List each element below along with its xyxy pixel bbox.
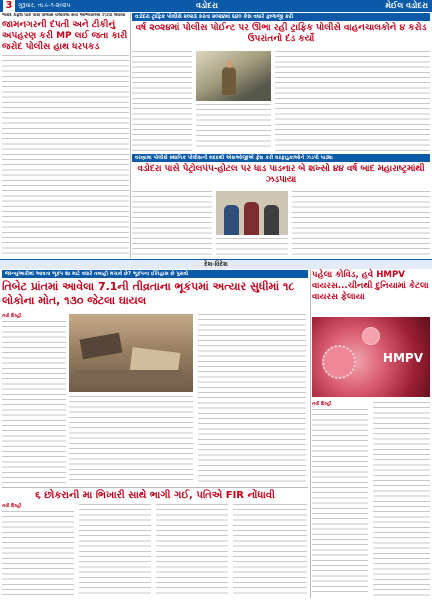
column-divider	[130, 13, 131, 258]
right-column-divider	[310, 270, 311, 598]
traffic-police-photo	[196, 51, 271, 101]
section-label: દેશ-વિદેશ	[204, 261, 228, 268]
section-title: વડોદરા	[196, 1, 218, 10]
top-story-banner: વડોદરા ટ્રાફિક પોલીસે ૨૦૨૩ કરતા ૨૦૨૪માં ૬૪૦ કેસ વધારે ફાળાજી કરી	[132, 13, 430, 21]
issue-date: ગુરૂવાર, તા.૯-૧-૨૦૨૫	[18, 2, 71, 9]
top-story	[132, 13, 430, 153]
middle-story-banner: વરણામા પોલીસે સ્થાનિક પોલીસની મદદથી એસઓજીએ ફેસ કરી ઘરફાડુકાઓને ઝડપી પાડ્યા	[132, 154, 430, 162]
hmpv-byline: નવી દિલ્હી	[312, 402, 332, 407]
quake-story-kicker: જાન્યુઆરીમાં આવતા ભૂકંપ શા માટે વધારે તબાહી મચાવે છે? ભૂકંપના ઈતિહાસ છે પુરાવો	[2, 270, 308, 278]
fir-story-body-3	[156, 504, 228, 597]
fir-story-body-2	[79, 504, 151, 597]
top-story-body-right	[275, 51, 430, 151]
top-story-body-mid	[196, 104, 271, 151]
quake-story-body-right	[198, 314, 306, 483]
page-number: 3	[3, 0, 15, 12]
left-story	[2, 13, 129, 258]
page-header	[0, 0, 432, 12]
quake-story-body-mid	[69, 396, 193, 483]
middle-story-body-right	[292, 191, 430, 257]
left-story-kicker: જરોદ કેફ્રેશ પાર્ક પાસે પોલીસે ચલાવેલી સર્ચ અભિયાનમાં ઝડપી લેવાયા	[2, 13, 126, 18]
fir-story-body-1	[2, 511, 74, 597]
quake-rubble-photo	[69, 314, 193, 392]
hmpv-story-body-left	[312, 409, 368, 596]
section-bar	[0, 259, 432, 269]
hmpv-story-headline: પહેલા કોવિડ, હવે HMPV વાયરસ...ચીનથી દુનિયામાં કેટલા વાયરસ ફેલાયા	[312, 270, 429, 302]
fir-story-body-4	[233, 504, 307, 597]
fir-story	[2, 487, 308, 598]
fir-byline: નવી દિલ્હી	[2, 504, 22, 509]
hmpv-story	[312, 270, 430, 598]
hmpv-story-body-right	[373, 402, 430, 596]
quake-story-body-left	[2, 321, 66, 483]
quake-story	[2, 270, 308, 485]
fir-story-headline: ૬ છોકરાની મા ભિખારી સાથે ભાગી ગઈ, પતિએ FIR નોંધાવી	[35, 490, 275, 501]
quake-byline: નવી દિલ્હી	[2, 314, 22, 319]
hmpv-virus-image	[312, 317, 430, 397]
left-story-body	[2, 55, 129, 257]
hmpv-image-text: HMPV	[382, 351, 423, 365]
left-story-headline: જામનગરની દંપતી અને ટીકીનું અપહરણ કરી MP લઈ જતા કારી જરોદ પોલીસ હાથ ધરપકડ	[2, 20, 128, 52]
quake-story-headline: તિબેટ પ્રાંતમાં આવેલા 7.1ની તીવ્રતાના ભૂકંપમાં અત્યાર સુધીમાં ૧૮ લોકોના મોત, ૧૩૦ જેટલા ઘાયલ	[2, 280, 295, 307]
middle-story-headline: વડોદરા પાસે પેટ્રોલપંપ-હોટલ પર ધાડ પાડનાર બે શખ્સો ૪૪ વર્ષ બાદ મહારાષ્ટ્રમાંથી ઝડપાયા	[137, 164, 425, 185]
middle-story-body-mid	[216, 238, 288, 257]
brand-name: મેઈલ વડોદરા	[385, 1, 428, 10]
top-story-headline: વર્ષ ૨૦૨૪માં પોલીસ પોઈન્ટ પર ઊભા રહી ટ્રાફિક પોલીસે વાહનચાલકોને ૪ કરોડ ઉપરાંતનો દંડ કર્યો	[135, 23, 427, 44]
middle-story-body-left	[132, 191, 212, 257]
middle-story	[132, 154, 430, 258]
top-story-body-left	[132, 51, 192, 151]
arrested-men-photo	[216, 191, 288, 235]
